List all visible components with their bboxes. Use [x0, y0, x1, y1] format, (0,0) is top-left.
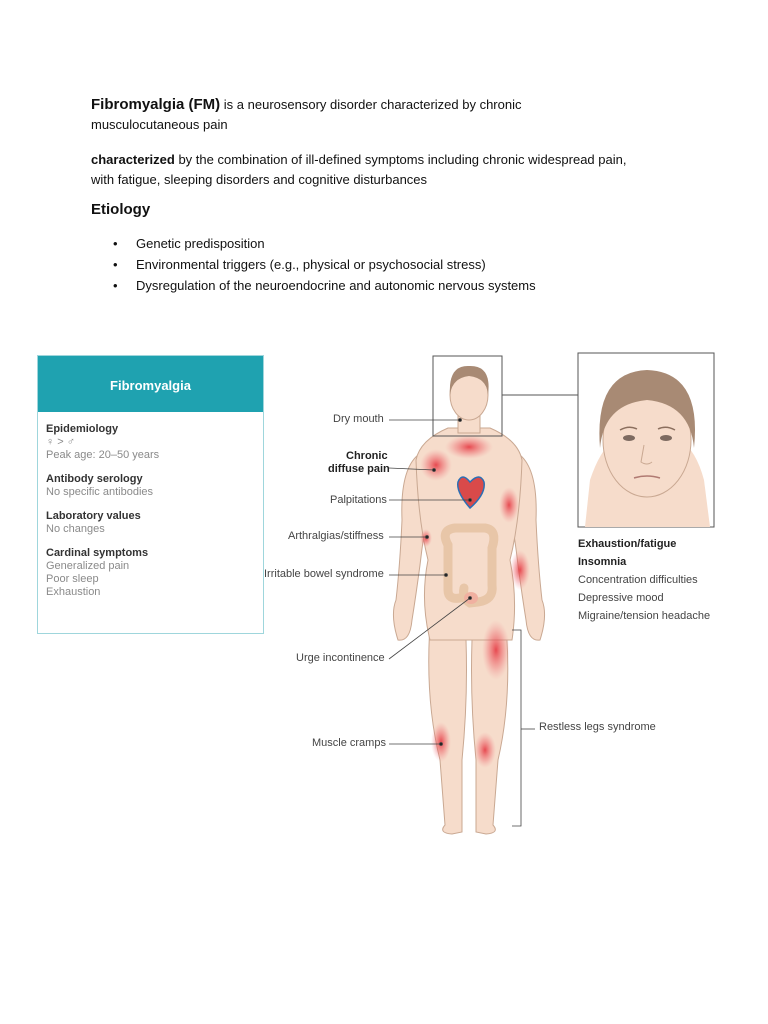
- section-line: Generalized pain: [46, 560, 130, 572]
- section-title: Laboratory values: [46, 510, 141, 522]
- section-title: Cardinal symptoms: [46, 547, 149, 559]
- section-line: No changes: [46, 523, 105, 535]
- intro-text-2: musculocutaneous pain: [91, 117, 228, 132]
- section-title: Antibody serology: [46, 473, 143, 485]
- label-diffuse-pain: diffuse pain: [328, 463, 390, 475]
- face-closeup: [578, 353, 714, 527]
- face-symptom-list: [578, 535, 710, 625]
- symptom-item: Depressive mood: [578, 592, 664, 604]
- characterized-text-2: with fatigue, sleeping disorders and cognitive disturbances: [91, 172, 428, 187]
- epidemiology-section: [46, 422, 263, 462]
- label-chronic: Chronic: [346, 450, 388, 462]
- symptom-item: Insomnia: [578, 556, 627, 568]
- section-title: Epidemiology: [46, 423, 119, 435]
- list-item: • Dysregulation of the neuroendocrine and autonomic nervous systems: [91, 275, 536, 296]
- antibody-section: [46, 472, 263, 499]
- intro-paragraph: [91, 95, 691, 135]
- section-line: Peak age: 20–50 years: [46, 449, 160, 461]
- label-urge-incontinence: Urge incontinence: [296, 652, 385, 664]
- section-line: ♀ > ♂: [46, 436, 76, 448]
- label-muscle-cramps: Muscle cramps: [312, 737, 386, 749]
- label-ibs: Irritable bowel syndrome: [264, 568, 384, 580]
- cardinal-section: [46, 546, 263, 599]
- label-arthralgias: Arthralgias/stiffness: [288, 530, 384, 542]
- etiology-heading: Etiology: [91, 201, 151, 218]
- section-line: No specific antibodies: [46, 486, 154, 498]
- label-restless-legs: Restless legs syndrome: [539, 721, 656, 733]
- label-dry-mouth: Dry mouth: [333, 413, 384, 425]
- intro-term: Fibromyalgia (FM): [91, 96, 221, 113]
- label-palpitations: Palpitations: [330, 494, 387, 506]
- characterized-paragraph: [91, 150, 691, 190]
- card-title: Fibromyalgia: [38, 356, 263, 412]
- fibromyalgia-summary-card: [37, 355, 264, 634]
- laboratory-section: [46, 509, 263, 536]
- characterized-text-1: by the combination of ill-defined symptoms including chronic widespread pain,: [174, 152, 627, 167]
- intro-text-1: is a neurosensory disorder characterized by chronic: [220, 97, 522, 112]
- etiology-list: [91, 233, 536, 296]
- list-item: • Environmental triggers (e.g., physical or psychosocial stress): [91, 254, 536, 275]
- symptom-item: Migraine/tension headache: [578, 610, 711, 622]
- list-item: • Genetic predisposition: [91, 233, 536, 254]
- symptom-item: Concentration difficulties: [578, 574, 698, 586]
- section-line: Poor sleep: [46, 573, 99, 585]
- symptom-item: Exhaustion/fatigue: [578, 538, 677, 550]
- characterized-term: characterized: [91, 152, 175, 167]
- section-line: Exhaustion: [46, 586, 101, 598]
